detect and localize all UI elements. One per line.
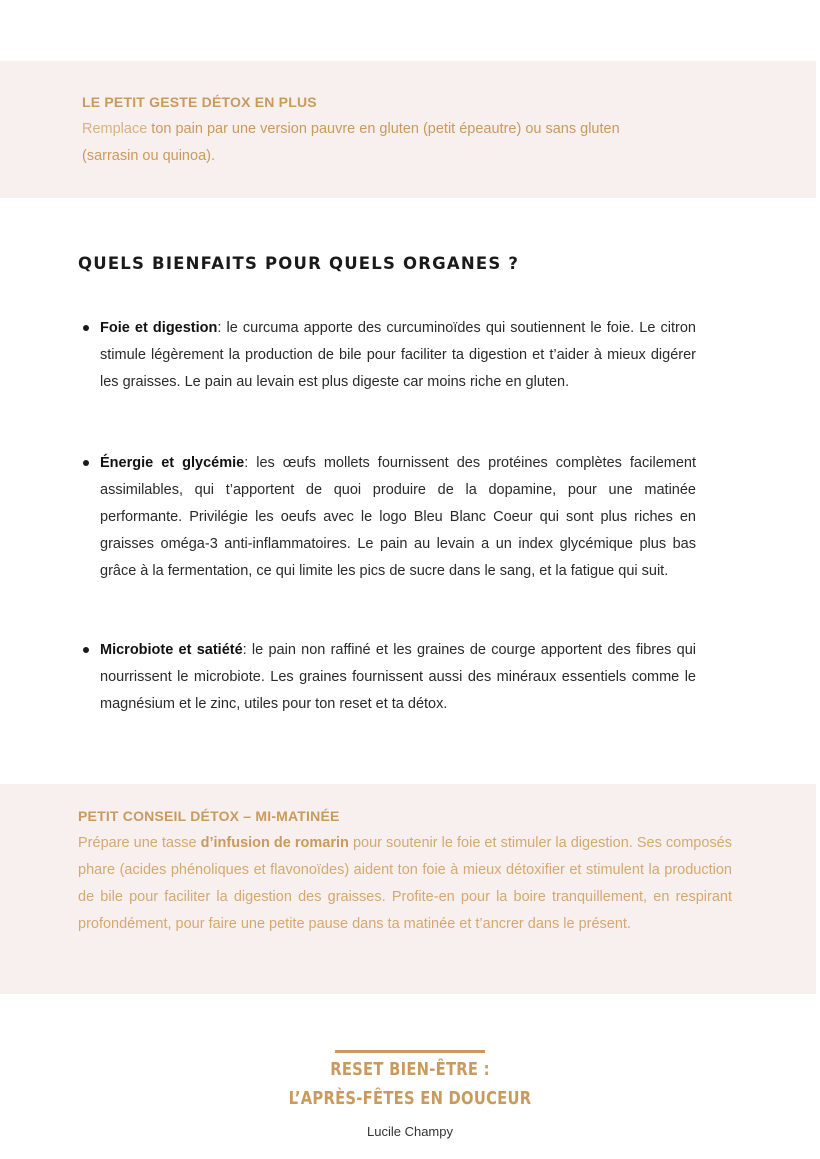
- list-item-label: Énergie et glycémie: [100, 455, 245, 471]
- footer-title-line2: L’APRÈS-FÊTES EN DOUCEUR: [288, 1088, 532, 1109]
- list-item-label: Microbiote et satiété: [100, 642, 243, 658]
- tip-box-bottom: [0, 784, 816, 994]
- tip-top-verb: Remplace: [82, 121, 148, 137]
- tip-top-rest-line1: ton pain par une version pauvre en gluten (petit épeautre) ou sans gluten: [147, 121, 620, 137]
- list-item-label: Foie et digestion: [100, 320, 218, 336]
- tip-bottom-text-before: Prépare une tasse: [78, 835, 201, 851]
- bullet-icon: [83, 647, 89, 653]
- tip-box-top: [0, 61, 816, 198]
- list-item-body: : le curcuma apporte des curcuminoïdes qui soutiennent le foie. Le citron stimule légèrement la production de bile pour faciliter ta digestion et t’aider à mieux digérer les graisses. Le pain au levain est plus digeste car moins riche en gluten.: [100, 320, 696, 390]
- section-title: QUELS BIENFAITS POUR QUELS ORGANES ?: [78, 254, 520, 273]
- tip-top-text: [82, 116, 742, 170]
- tip-bottom-title: PETIT CONSEIL DÉTOX – MI-MATINÉE: [78, 808, 340, 824]
- tip-top-title: LE PETIT GESTE DÉTOX EN PLUS: [82, 94, 317, 110]
- list-item-text: [100, 450, 696, 585]
- footer-title-line1: RESET BIEN-ÊTRE :: [330, 1059, 490, 1080]
- bullet-icon: [83, 460, 89, 466]
- tip-top-line2: (sarrasin ou quinoa).: [82, 148, 215, 164]
- list-item-body: : les œufs mollets fournissent des protéines complètes facilement assimilables, qui t’apportent de quoi produire de la dopamine, pour une matinée performante. Privilégie les oeufs avec le logo Bleu Blanc Coeur qui sont plus riches en graisses oméga-3 anti-inflammatoires. Le pain au levain a un index glycémique plus bas grâce à la fermentation, ce qui limite les pics de sucre dans le sang, et la fatigue qui suit.: [100, 455, 696, 579]
- bullet-icon: [83, 325, 89, 331]
- tip-bottom-text-after: pour soutenir le foie et stimuler la digestion. Ses composés phare (acides phénoliques et flavonoïdes) aident ton foie à mieux détoxifier et stimulent la production de bile pour faciliter la digestion des graisses. Profite-en pour la boire tranquillement, en respirant profondément, pour faire une petite pause dans ta matinée et t’ancrer dans le présent.: [78, 835, 732, 932]
- footer-author: Lucile Champy: [367, 1124, 453, 1139]
- footer-divider: [335, 1050, 485, 1053]
- list-item-body: : le pain non raffiné et les graines de courge apportent des fibres qui nourrissent le microbiote. Les graines fournissent aussi des minéraux essentiels comme le magnésium et le zinc, utiles pour ton reset et ta détox.: [100, 642, 697, 712]
- list-item-text: [100, 315, 696, 396]
- tip-bottom-text: [78, 830, 732, 938]
- list-item-text: [100, 637, 696, 718]
- tip-bottom-highlight: d’infusion de romarin: [200, 835, 349, 851]
